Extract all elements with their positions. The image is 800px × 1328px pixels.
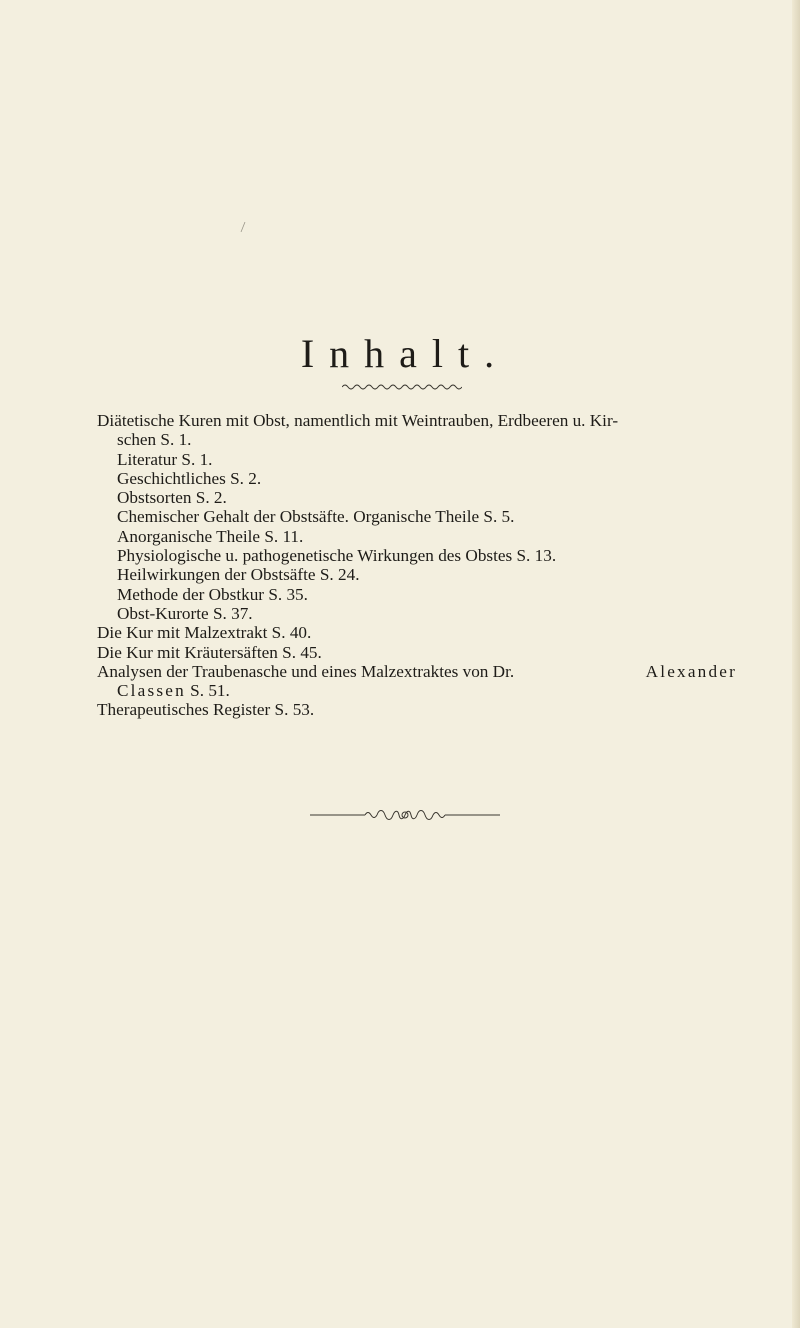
toc-entry-malt-extract: Die Kur mit Malzextrakt S. 40.: [97, 623, 312, 643]
toc-subentry-history: Geschichtliches S. 2.: [117, 468, 262, 488]
toc-subentry-chemical-content: Chemischer Gehalt der Obstsäfte. Organische Theile S. 5.: [117, 507, 515, 527]
toc-subentry-inorganic-parts: Anorganische Theile S. 11.: [117, 526, 304, 546]
toc-entry-herbal-juices: Die Kur mit Kräutersäften S. 45.: [97, 642, 322, 662]
toc-entry-analyses-text: Analysen der Traubenasche und eines Malzextraktes von Dr.: [97, 661, 515, 681]
page-title: Inhalt.: [300, 331, 510, 376]
wavy-rule-ornament: [342, 382, 462, 392]
toc-subentry-healing-effects: Heilwirkungen der Obstsäfte S. 24.: [117, 565, 360, 585]
toc-subentry-resorts: Obst-Kurorte S. 37.: [117, 603, 253, 623]
toc-subentry-fruit-varieties: Obstsorten S. 2.: [117, 488, 227, 508]
toc-subentry-method: Methode der Obstkur S. 35.: [117, 584, 308, 604]
table-of-contents: [97, 411, 737, 720]
author-last-name: Classen: [117, 681, 186, 701]
page-edge: [792, 0, 800, 1328]
toc-entry-diet-cures: Diätetische Kuren mit Obst, namentlich mit Weintrauben, Erdbeeren u. Kir-: [97, 411, 619, 430]
toc-entry-diet-cures-continued: schen S. 1.: [117, 430, 192, 450]
end-ornament: [310, 808, 500, 822]
toc-entry-register: Therapeutisches Register S. 53.: [97, 700, 315, 720]
toc-entry-analyses-page: S. 51.: [190, 681, 230, 701]
toc-subentry-literature: Literatur S. 1.: [117, 449, 213, 469]
toc-subentry-physiological-effects: Physiologische u. pathogenetische Wirkungen des Obstes S. 13.: [117, 546, 557, 566]
author-first-name: Alexander: [645, 661, 737, 681]
toc-entry-analyses-continued: [97, 681, 737, 700]
toc-entry-analyses: [97, 662, 737, 681]
stray-mark: [240, 222, 246, 232]
